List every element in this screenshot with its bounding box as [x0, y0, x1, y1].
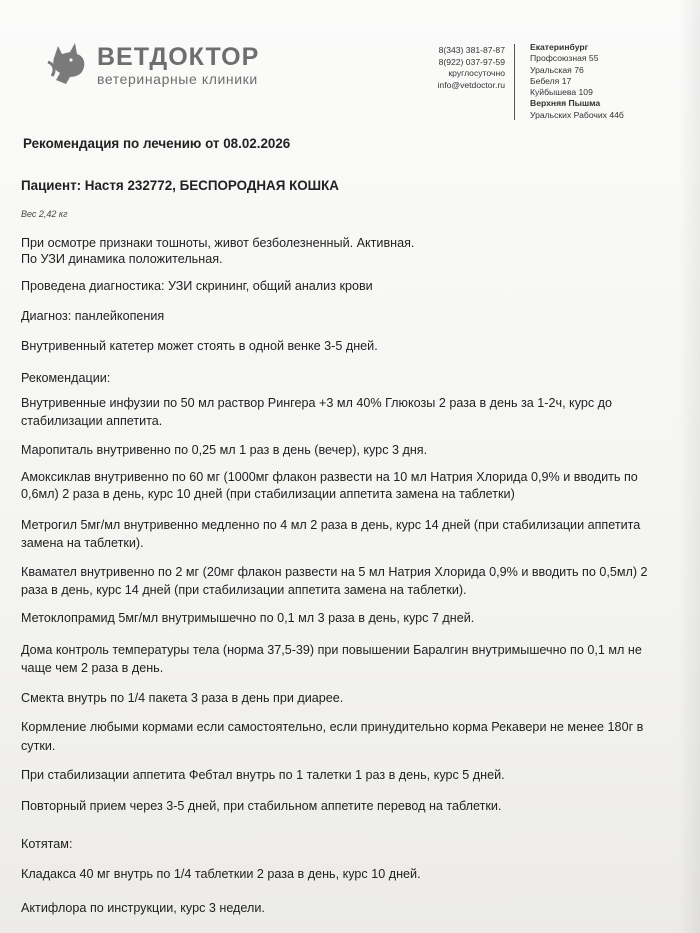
header-divider: [514, 44, 515, 120]
recommendation-amoxiclav: 0,6мл) 2 раза в день, курс 10 дней (при стабилизации аппетита замена на таблетки): [21, 487, 515, 501]
recommendation-temperature: чаще чем 2 раза в день.: [21, 661, 164, 675]
recommendation-metrogil: Метрогил 5мг/мл внутривенно медленно по 4 мл 2 раза в день, курс 14 дней (при стабилизации аппетита: [21, 518, 641, 532]
paper-shadow: [678, 0, 700, 933]
phone-1: 8(343) 381-87-87: [438, 45, 505, 55]
phone-2: 8(922) 037-97-59: [438, 56, 505, 67]
recommendation-metrogil: замена на таблетки).: [21, 536, 144, 550]
kittens-heading: Котятам:: [21, 837, 73, 851]
recommendation-fetal: При стабилизации аппетита Фебтал внутрь по 1 талетки 1 раз в день, курс 5 дней.: [21, 768, 505, 782]
contacts-block: [420, 45, 505, 91]
hours: круглосуточно: [448, 68, 505, 78]
recommendation-smecta: Смекта внутрь по 1/4 пакета 3 раза в день при диарее.: [21, 691, 344, 705]
recommendation-feeding: Кормление любыми кормами если самостоятельно, если принудительно корма Рекавери не менее 180г в: [21, 720, 644, 734]
exam-line: При осмотре признаки тошноты, живот безболезненный. Активная.: [21, 236, 415, 250]
recommendation-kvamatel: Квамател внутривенно по 2 мг (20мг флакон развести на 5 мл Натрия Хлорида 0,9% и вводить по 0,5мл) 2: [21, 565, 648, 579]
address-line: Уральская 76: [530, 64, 584, 75]
recommendation-metoclopramide: Метоклопрамид 5мг/мл внутримышечно по 0,1 мл 3 раза в день, курс 7 дней.: [21, 611, 475, 625]
address-city-2: Верхняя Пышма: [530, 98, 601, 109]
recommendation-revisit: Повторный прием через 3-5 дней, при стабильном аппетите перевод на таблетки.: [21, 799, 502, 813]
diagnosis-line: Диагноз: панлейкопения: [21, 309, 165, 323]
recommendation-infusion: Внутривенные инфузии по 50 мл раствор Рингера +3 мл 40% Глюкозы 2 раза в день за 1-2ч, курс до: [21, 396, 613, 410]
recommendation-temperature: Дома контроль температуры тела (норма 37,5-39) при повышении Баралгин внутримышечно по 0,1 мл не: [21, 643, 642, 657]
recommendation-kladaksa: Кладакса 40 мг внутрь по 1/4 таблеткии 2 раза в день, курс 10 дней.: [21, 867, 421, 881]
address-line: Уральских Рабочих 44б: [530, 109, 624, 120]
recommendation-kvamatel: раза в день, курс 14 дней (при стабилизации аппетита замена на таблетки).: [21, 583, 467, 597]
addresses-block: [530, 42, 624, 121]
diagnostics-line: Проведена диагностика: УЗИ скрининг, общий анализ крови: [21, 279, 373, 293]
patient-line: Пациент: Настя 232772, БЕСПОРОДНАЯ КОШКА: [21, 178, 339, 193]
address-line: Куйбышева 109: [530, 87, 593, 98]
brand-tagline: ветеринарные клиники: [97, 71, 258, 87]
address-line: Профсоюзная 55: [530, 53, 599, 64]
recommendation-infusion: стабилизации аппетита.: [21, 414, 163, 428]
address-line: Бебеля 17: [530, 75, 572, 86]
recommendations-heading: Рекомендации:: [21, 371, 111, 385]
address-city-1: Екатеринбург: [530, 42, 589, 52]
cat-logo-icon: [44, 40, 96, 86]
weight-line: Вес 2,42 кг: [21, 209, 68, 219]
brand-name: ВЕТДОКТОР: [97, 43, 260, 71]
document-title: Рекомендация по лечению от 08.02.2026: [23, 136, 291, 151]
email: info@vetdoctor.ru: [437, 79, 505, 90]
recommendation-amoxiclav: Амоксиклав внутривенно по 60 мг (1000мг флакон развести на 10 мл Натрия Хлорида 0,9% и вводить по: [21, 470, 638, 484]
recommendation-maropital: Маропиталь внутривенно по 0,25 мл 1 раз в день (вечер), курс 3 дня.: [21, 443, 428, 457]
exam-line: По УЗИ динамика положительная.: [21, 252, 223, 266]
recommendation-feeding: сутки.: [21, 739, 56, 753]
catheter-line: Внутривенный катетер может стоять в одной венке 3-5 дней.: [21, 339, 378, 353]
recommendation-aktiflora: Актифлора по инструкции, курс 3 недели.: [21, 901, 265, 915]
